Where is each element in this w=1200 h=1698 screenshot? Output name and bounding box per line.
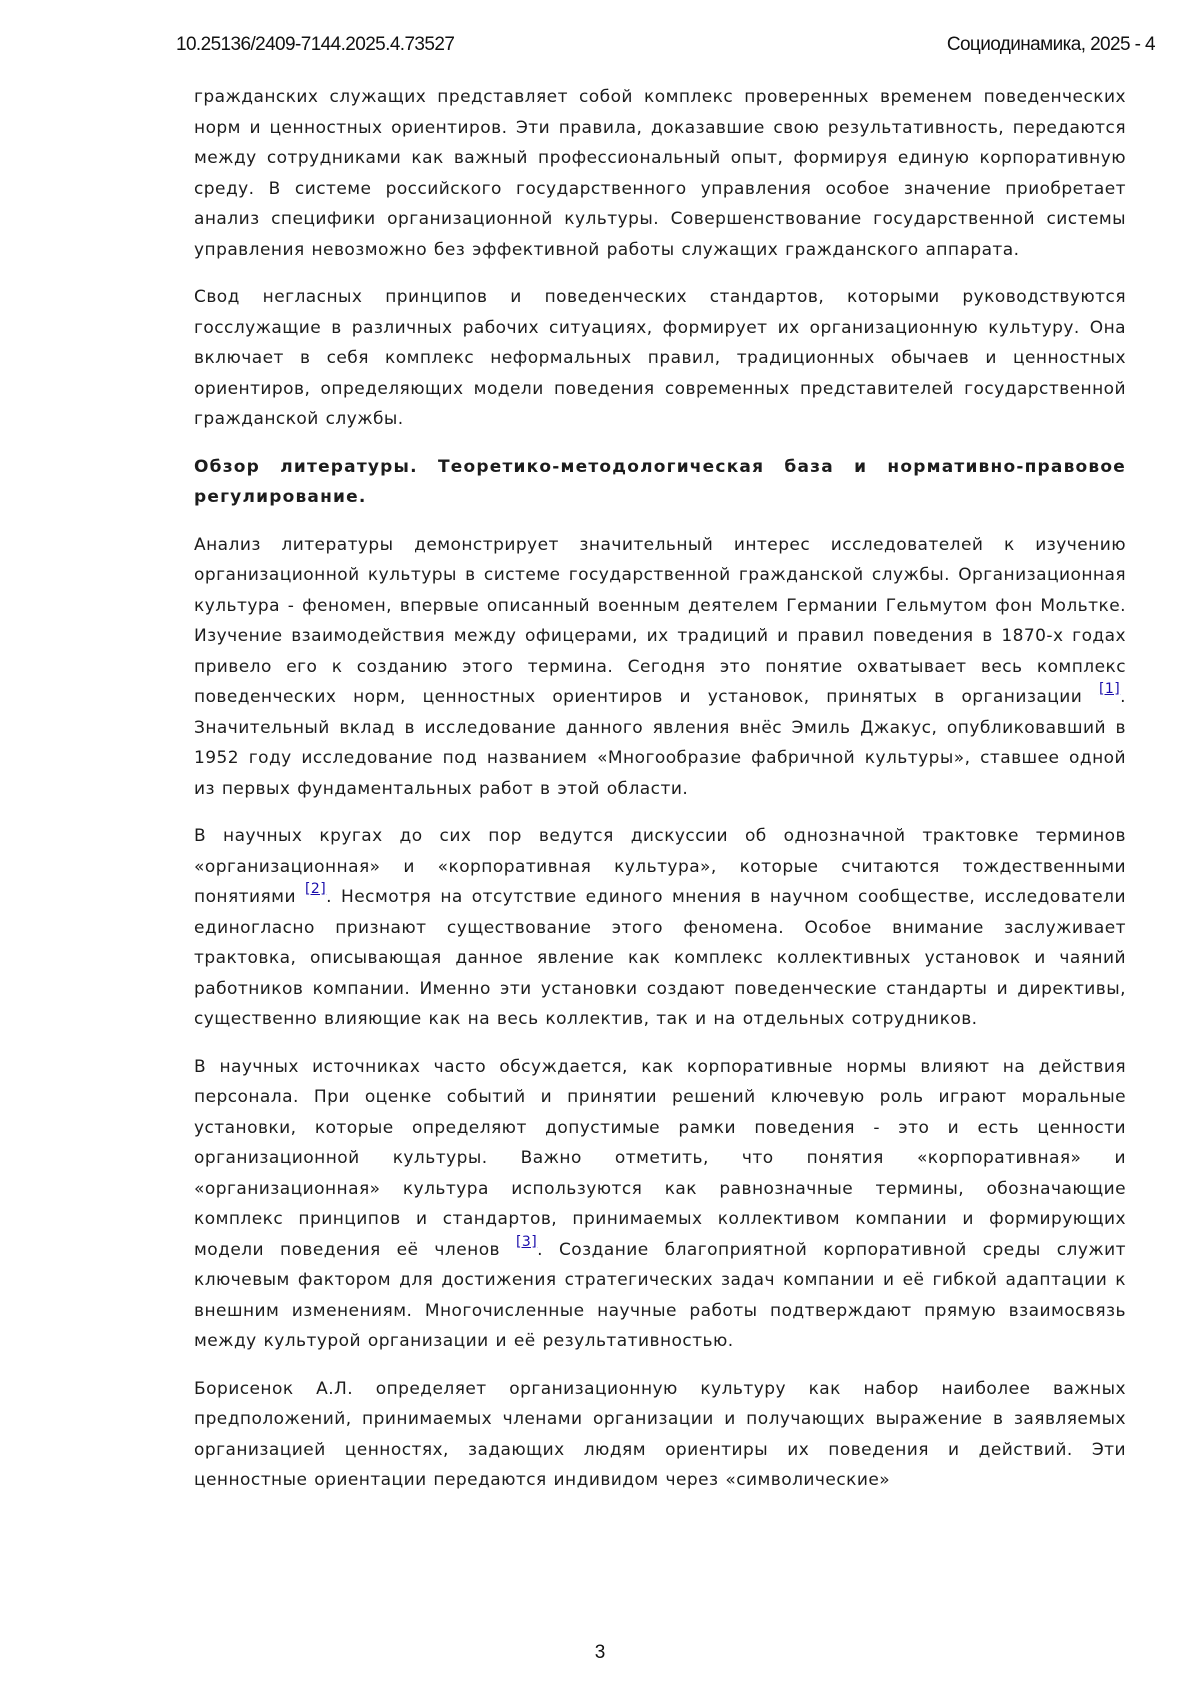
paragraph-text: В научных кругах до сих пор ведутся дискуссии об однозначной трактовке терминов «организационная» и «корпоративная культура», которые считаются тождественными понятиями: [194, 826, 1126, 907]
paragraph: [194, 821, 1126, 1035]
paragraph-text: . Несмотря на отсутствие единого мнения в научном сообществе, исследователи единогласно признают существование этого феномена. Особое внимание заслуживает трактовка, описывающая данное явление как комплекс коллективных установок и чаяний работников компании. Именно эти установки создают поведенческие стандарты и директивы, существенно влияющие как на весь коллектив, так и на отдельных сотрудников.: [194, 887, 1127, 1029]
paragraph: Свод негласных принципов и поведенческих стандартов, которыми руководствуются госслужащие в различных рабочих ситуациях, формирует их организационную культуру. Она включает в себя комплекс неформальных правил, традиционных обычаев и ценностных ориентиров, определяющих модели поведения современных представителей государственной гражданской службы.: [194, 287, 1126, 429]
citation-link-1[interactable]: [1]: [1098, 681, 1121, 697]
article-body: [194, 82, 1126, 1513]
paragraph: [194, 530, 1126, 805]
citation-ref: [305, 881, 326, 897]
citation-link-3[interactable]: [3]: [515, 1233, 538, 1250]
page-header: [176, 34, 1155, 64]
paragraph: гражданских служащих представляет собой комплекс проверенных временем поведенческих норм и ценностных ориентиров. Эти правила, доказавшие свою результативность, передаются между сотрудниками как важный профессиональный опыт, формируя единую корпоративную среду. В системе российского государственного управления особое значение приобретает анализ специфики организационной культуры. Совершенствование государственной системы управления невозможно без эффективной работы служащих гражданского аппарата.: [194, 87, 1126, 260]
journal-title: Социодинамика, 2025 - 4: [946, 34, 1155, 55]
paragraph-text: В научных источниках часто обсуждается, как корпоративные нормы влияют на действия персонала. При оценке событий и принятии решений ключевую роль играют моральные установки, которые определяют допустимые рамки поведения - это и есть ценности организационной культуры. Важно отметить, что понятия «корпоративная» и «организационная» культура используются как равнозначные термины, обозначающие комплекс принципов и стандартов, принимаемых коллективом компании и формирующих модели поведения её членов: [194, 1056, 1126, 1260]
paragraph: [194, 1052, 1126, 1357]
page-number: 3: [594, 1642, 606, 1663]
paragraph-text: . Значительный вклад в исследование данного явления внёс Эмиль Джакус, опубликовавший в 1952 году исследование под названием «Многообразие фабричной культуры», ставшее одной из первых фундаментальных работ в этой области.: [194, 687, 1126, 799]
doi-text: 10.25136/2409-7144.2025.4.73527: [176, 34, 455, 55]
paragraph-text: Анализ литературы демонстрирует значительный интерес исследователей к изучению организационной культуры в системе государственной гражданской службы. Организационная культура - феномен, впервые описанный военным деятелем Германии Гельмутом фон Мольтке. Изучение взаимодействия между офицерами, их традиций и правил поведения в 1870-х годах привело его к созданию этого термина. Сегодня это понятие охватывает весь комплекс поведенческих норм, ценностных ориентиров и установок, принятых в организации: [194, 534, 1126, 707]
section-heading: Обзор литературы. Теоретико-методологическая база и нормативно-правовое регулирование.: [194, 456, 1126, 507]
citation-ref: [516, 1234, 537, 1250]
citation-link-2[interactable]: [2]: [304, 881, 327, 897]
paragraph: Борисенок А.Л. определяет организационную культуру как набор наиболее важных предположений, принимаемых членами организации и получающих выражение в заявляемых организацией ценностях, задающих людям ориентиры их поведения и действий. Эти ценностные ориентации передаются индивидом через «символические»: [194, 1378, 1126, 1490]
citation-ref: [1099, 681, 1120, 697]
paragraph-text: . Создание благоприятной корпоративной среды служит ключевым фактором для достижения стратегических задач компании и её гибкой адаптации к внешним изменениям. Многочисленные научные работы подтверждают прямую взаимосвязь между культурой организации и её результативностью.: [194, 1239, 1126, 1351]
